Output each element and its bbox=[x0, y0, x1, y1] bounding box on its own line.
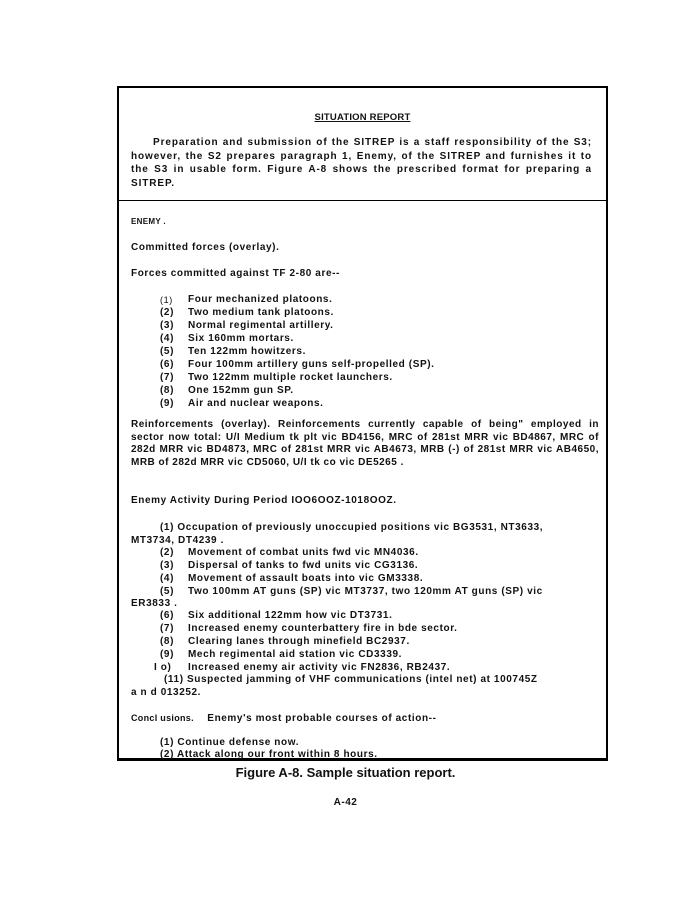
conclusions-text: Enemy's most probable courses of action-- bbox=[207, 713, 437, 724]
report-frame: SITUATION REPORT Preparation and submission of the SITREP is a staff responsibility of the S3; however, the S2 prepares paragraph 1, Enemy, of the SITREP and furnishes it to the S3 in usable form. Figure A-8 shows the prescribed format for preparing a SITREP. ENEMY . Committed forces (overlay). Forces committed against TF 2-80 are-- (1) Four mechanized platoons. (2) Two medium tank platoons. (3) Normal regimental artillery. (4) Six 160mm mortars. (5) Ten 122mm howitzers. (6) Four 100mm artillery guns self-propelled (SP). (7) Two 122mm multiple rocket launchers. (8) One 152mm gun SP. (9) Air and nuclear weapons. Reinforcements (overlay). Reinforcements currently capable of being" employed in sector now total: U/I Medium tk plt vic BD4156, MRC of 281st MRR vic BD4867, MRC of 282d MRR vic BD4873, MRC of 281st MRR vic AB4673, MRB (-) of 281st MRR vic AB4650, MRB of 282d MRR vic CD5060, U/I tk co vic DE5265 . Enemy Activity During Period IOO6OOZ-1018OOZ. (1) Occupation of previously unoccupied positions vic BG3531, NT3633, MT3734, DT4239 . (2) Movement of combat units fwd vic MN4036. (3) Dispersal of tanks to fwd units vic CG3136. (4) Movement of assault boats into vic GM3338. (5) Two 100mm AT guns (SP) vic MT3737, two 120mm AT guns (SP) vic ER3833 . (6) Six additional 122mm how vic DT3731. (7) Increased enemy counterbattery fire in bde sector. (8) Clearing lanes through minefield BC2937. (9) Mech regimental aid station vic CD3339. I o) Increased enemy air activity vic FN2836, RB2437. (11) Suspected jamming of VHF communications (intel net) at 100745Z a n d 013252. Concl usions. Enemy's most probable courses of action-- (1) Continue defense now. (2) Attack along our front within 8 hours. bbox=[117, 86, 608, 761]
section-divider bbox=[119, 200, 606, 201]
conclusions-label: Concl usions. bbox=[131, 713, 194, 723]
activity-item-5-cont: ER3833 . bbox=[131, 598, 178, 609]
activity-item-11: (11) Suspected jamming of VHF communications (intel net) at 100745Z bbox=[164, 674, 538, 685]
conclusions bbox=[131, 712, 437, 725]
activity-heading: Enemy Activity During Period IOO6OOZ-1018OOZ. bbox=[131, 495, 397, 506]
activity-item-1: (1) Occupation of previously unoccupied positions vic BG3531, NT3633, bbox=[160, 522, 544, 533]
figure-caption: Figure A-8. Sample situation report. bbox=[235, 765, 456, 780]
activity-item-1-cont: MT3734, DT4239 . bbox=[131, 535, 224, 546]
intro-paragraph: Preparation and submission of the SITREP is a staff responsibility of the S3; however, the S2 prepares paragraph 1, Enemy, of the SITREP and furnishes it to the S3 in usable form. Figure A-8 shows the prescribed format for preparing a SITREP. bbox=[131, 137, 592, 189]
activity-item-11-cont: a n d 013252. bbox=[131, 687, 202, 698]
reinforcements-paragraph: Reinforcements (overlay). Reinforcements currently capable of being" employed in sector now total: U/I Medium tk plt vic BD4156, MRC of 281st MRR vic BD4867, MRC of 282d MRR vic BD4873, MRC of 281st MRR vic AB4673, MRB (-) of 281st MRR vic AB4650, MRB of 282d MRR vic CD5060, U/I tk co vic DE5265 . bbox=[131, 419, 599, 468]
forces-against: Forces committed against TF 2-80 are-- bbox=[131, 268, 340, 279]
conclusions-item: (1) Continue defense now. bbox=[160, 737, 300, 748]
page-number: A-42 bbox=[333, 797, 358, 808]
committed-forces: Committed forces (overlay). bbox=[131, 242, 280, 253]
report-title: SITUATION REPORT bbox=[314, 112, 411, 123]
conclusions-item: (2) Attack along our front within 8 hours. bbox=[160, 749, 378, 760]
enemy-heading: ENEMY . bbox=[131, 217, 166, 226]
